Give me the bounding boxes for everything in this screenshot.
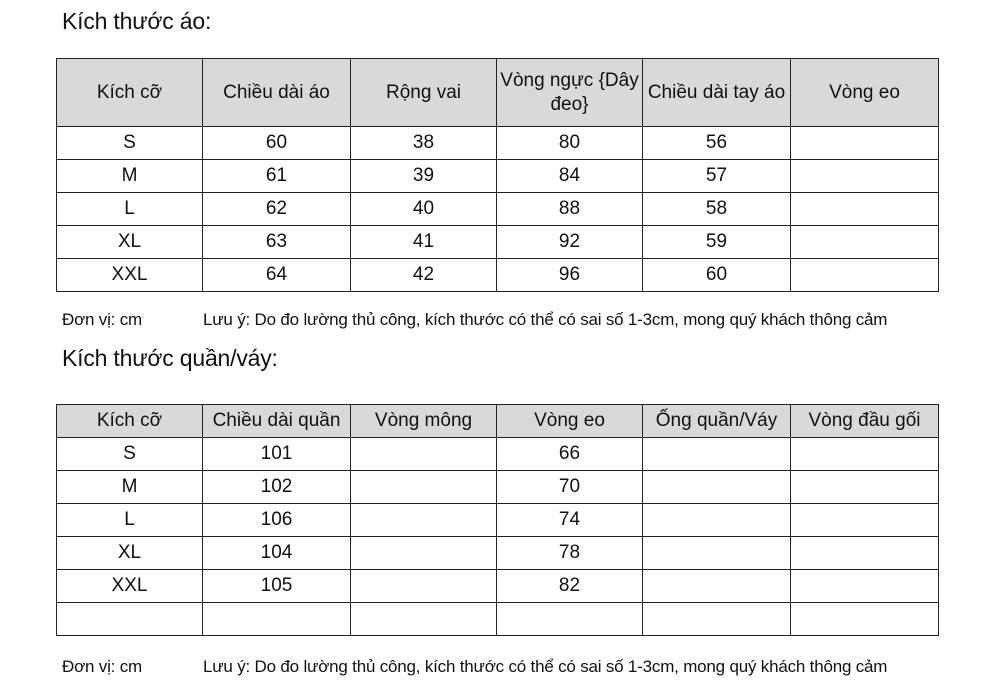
table-row [57,259,939,292]
table-cell [791,570,939,603]
table-cell: L [57,504,203,537]
table-cell: 80 [497,127,643,160]
table-row [57,471,939,504]
table-row [57,226,939,259]
table-cell [791,127,939,160]
table-cell: 101 [203,438,351,471]
table-cell [791,537,939,570]
pants-size-table [56,404,939,636]
header-knee: Vòng đầu gối [791,405,939,438]
table-cell: 60 [643,259,791,292]
table-cell [643,438,791,471]
table-cell [351,537,497,570]
header-pants-length: Chiều dài quần [203,405,351,438]
table-cell [643,471,791,504]
table-cell [643,570,791,603]
table-cell [643,504,791,537]
shirt-size-title: Kích thước áo: [62,8,212,34]
table-cell: 84 [497,160,643,193]
table-cell: M [57,471,203,504]
table-cell: 106 [203,504,351,537]
table-cell: M [57,160,203,193]
table-cell: 63 [203,226,351,259]
header-waist: Vòng eo [791,59,939,127]
table-cell: 70 [497,471,643,504]
table-cell: 42 [351,259,497,292]
table-cell: 56 [643,127,791,160]
table-row [57,603,939,636]
table-header-row [57,405,939,438]
table-cell [351,603,497,636]
header-hip: Vòng mông [351,405,497,438]
table-cell [351,504,497,537]
table-cell: 40 [351,193,497,226]
table-cell [791,504,939,537]
table-cell [57,603,203,636]
table-cell: 88 [497,193,643,226]
table-cell [497,603,643,636]
table-cell: XL [57,226,203,259]
table-row [57,160,939,193]
unit-note: Đơn vị: cm [62,657,142,676]
unit-note: Đơn vị: cm [62,310,142,329]
table-cell: S [57,127,203,160]
table-cell: 82 [497,570,643,603]
table-cell: S [57,438,203,471]
table-cell: 38 [351,127,497,160]
table-cell [791,603,939,636]
table-cell: 62 [203,193,351,226]
header-waist: Vòng eo [497,405,643,438]
table-row [57,537,939,570]
table-cell: 60 [203,127,351,160]
table-cell [791,193,939,226]
table-cell: XXL [57,259,203,292]
header-chest: Vòng ngực {Dây đeo} [497,59,643,127]
table-row [57,127,939,160]
header-leg-opening: Ống quần/Váy [643,405,791,438]
table-cell: 64 [203,259,351,292]
table-cell [791,438,939,471]
table-header-row [57,59,939,127]
measurement-note: Lưu ý: Do đo lường thủ công, kích thước có thể có sai số 1-3cm, mong quý khách thông cảm [203,657,888,676]
table-row [57,504,939,537]
pants-size-title: Kích thước quần/váy: [62,345,278,371]
table-cell: XL [57,537,203,570]
table-cell: 96 [497,259,643,292]
table-cell [351,570,497,603]
table-cell [351,438,497,471]
table-cell [791,160,939,193]
table-cell: 104 [203,537,351,570]
table-cell: 92 [497,226,643,259]
header-shirt-length: Chiều dài áo [203,59,351,127]
table-cell: 78 [497,537,643,570]
header-sleeve-length: Chiều dài tay áo [643,59,791,127]
table-cell: 41 [351,226,497,259]
header-size: Kích cỡ [57,405,203,438]
table-cell [351,471,497,504]
table-cell: XXL [57,570,203,603]
table-cell: 102 [203,471,351,504]
table-cell [643,537,791,570]
table-cell: 61 [203,160,351,193]
table-cell: 57 [643,160,791,193]
table-cell: 105 [203,570,351,603]
table-cell [791,226,939,259]
measurement-note: Lưu ý: Do đo lường thủ công, kích thước có thể có sai số 1-3cm, mong quý khách thông cảm [203,310,888,329]
header-shoulder-width: Rộng vai [351,59,497,127]
table-cell [791,471,939,504]
shirt-size-table [56,58,939,292]
table-cell [791,259,939,292]
header-size: Kích cỡ [57,59,203,127]
table-row [57,570,939,603]
table-cell: 66 [497,438,643,471]
table-row [57,193,939,226]
table-cell: L [57,193,203,226]
table-cell [643,603,791,636]
table-cell: 74 [497,504,643,537]
table-cell: 59 [643,226,791,259]
table-cell [203,603,351,636]
table-row [57,438,939,471]
table-cell: 39 [351,160,497,193]
table-cell: 58 [643,193,791,226]
